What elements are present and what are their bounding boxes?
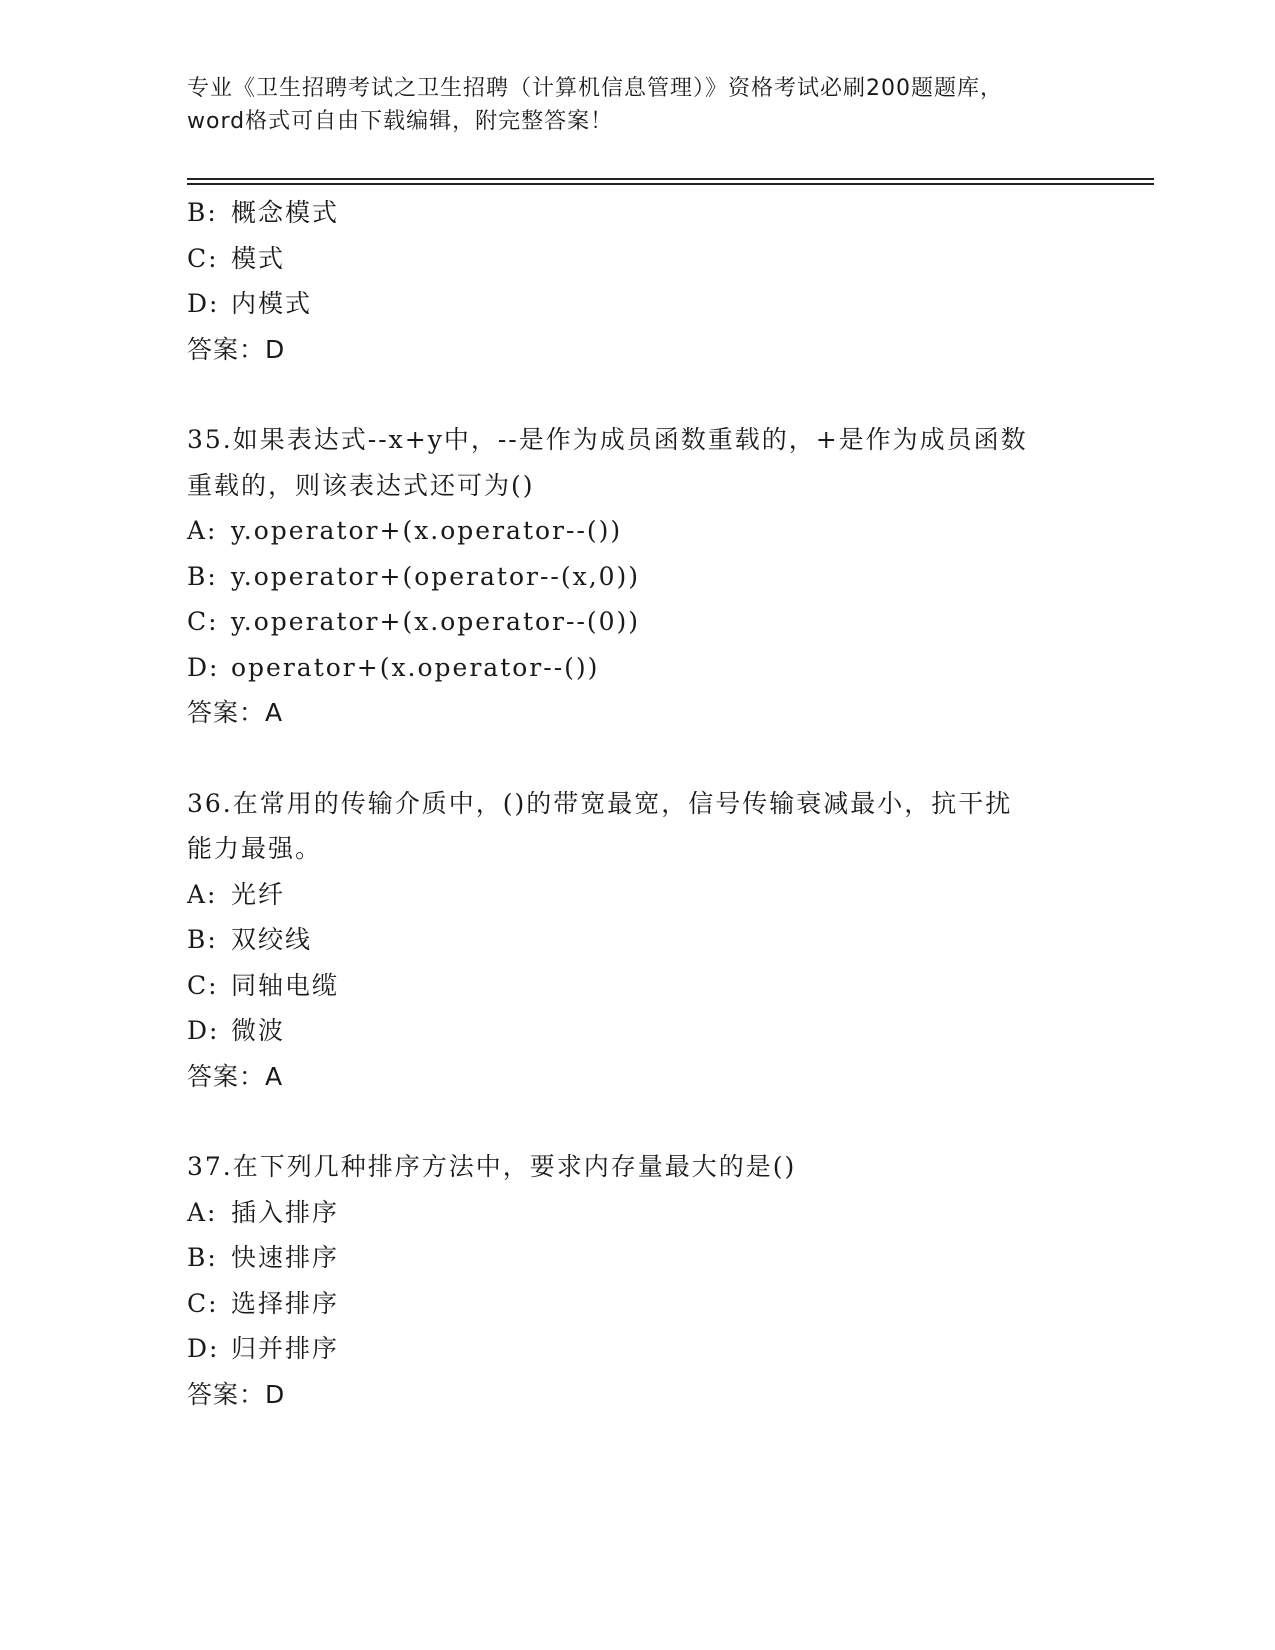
answer-line: 答案：D bbox=[187, 334, 286, 364]
option-c bbox=[187, 599, 1117, 645]
prev-question bbox=[187, 190, 1117, 372]
option-text: y.operator+(x.operator--()) bbox=[231, 516, 623, 545]
option-b bbox=[187, 554, 1117, 600]
option-text: 插入排序 bbox=[231, 1197, 340, 1227]
option-key: C: bbox=[187, 1288, 219, 1318]
header-rule-top bbox=[187, 178, 1154, 180]
option-text: 模式 bbox=[231, 243, 286, 273]
option-key: B: bbox=[187, 561, 218, 591]
option-c bbox=[187, 963, 1117, 1009]
header-rule-bottom bbox=[187, 183, 1154, 185]
option-d bbox=[187, 281, 1117, 327]
option-key: D: bbox=[187, 652, 220, 682]
option-b bbox=[187, 917, 1117, 963]
option-text: 微波 bbox=[231, 1016, 286, 1045]
option-key: B: bbox=[187, 1243, 218, 1272]
option-text: operator+(x.operator--()) bbox=[231, 652, 600, 682]
option-key: D: bbox=[187, 289, 220, 318]
answer-line: 答案：D bbox=[187, 1379, 286, 1409]
option-text: 选择排序 bbox=[231, 1288, 340, 1318]
option-text: 归并排序 bbox=[231, 1334, 340, 1363]
option-c bbox=[187, 1281, 1117, 1327]
option-text: 双绞线 bbox=[231, 925, 313, 954]
option-key: A: bbox=[187, 1197, 218, 1227]
option-d bbox=[187, 645, 1117, 691]
document-header bbox=[187, 72, 1087, 138]
option-a bbox=[187, 872, 1117, 918]
option-key: A: bbox=[187, 516, 218, 545]
option-key: C: bbox=[187, 970, 219, 1000]
option-text: y.operator+(operator--(x,0)) bbox=[231, 561, 641, 591]
question-stem: 重载的，则该表达式还可为() bbox=[187, 470, 535, 500]
question-stem: 能力最强。 bbox=[187, 834, 323, 863]
question-list bbox=[187, 190, 1117, 1417]
question-36 bbox=[187, 781, 1117, 1100]
question-37 bbox=[187, 1144, 1117, 1417]
question-35 bbox=[187, 417, 1117, 736]
option-a bbox=[187, 1190, 1117, 1236]
option-key: A: bbox=[187, 879, 218, 909]
option-a bbox=[187, 508, 1117, 554]
header-line-2: word格式可自由下载编辑，附完整答案！ bbox=[187, 109, 614, 134]
option-key: D: bbox=[187, 1016, 220, 1045]
question-stem: 37.在下列几种排序方法中，要求内存量最大的是() bbox=[187, 1152, 797, 1181]
option-key: C: bbox=[187, 243, 219, 273]
answer-line: 答案：A bbox=[187, 1061, 284, 1091]
option-text: 同轴电缆 bbox=[231, 970, 340, 1000]
option-key: B: bbox=[187, 925, 218, 954]
header-line-1: 专业《卫生招聘考试之卫生招聘（计算机信息管理）》资格考试必刷200题题库， bbox=[187, 76, 1003, 101]
question-stem: 36.在常用的传输介质中，()的带宽最宽，信号传输衰减最小，抗干扰 bbox=[187, 788, 1013, 818]
option-c bbox=[187, 236, 1117, 282]
option-text: 内模式 bbox=[231, 289, 313, 318]
option-text: 快速排序 bbox=[231, 1243, 340, 1272]
option-b bbox=[187, 190, 1117, 236]
option-text: y.operator+(x.operator--(0)) bbox=[231, 607, 641, 636]
option-b bbox=[187, 1235, 1117, 1281]
option-key: B: bbox=[187, 198, 218, 227]
question-stem: 35.如果表达式--x+y中，--是作为成员函数重载的，+是作为成员函数 bbox=[187, 425, 1028, 454]
option-d bbox=[187, 1326, 1117, 1372]
answer-line: 答案：A bbox=[187, 698, 284, 727]
option-key: D: bbox=[187, 1334, 220, 1363]
option-key: C: bbox=[187, 607, 219, 636]
option-d bbox=[187, 1008, 1117, 1054]
option-text: 概念模式 bbox=[231, 198, 340, 227]
option-text: 光纤 bbox=[231, 879, 286, 909]
